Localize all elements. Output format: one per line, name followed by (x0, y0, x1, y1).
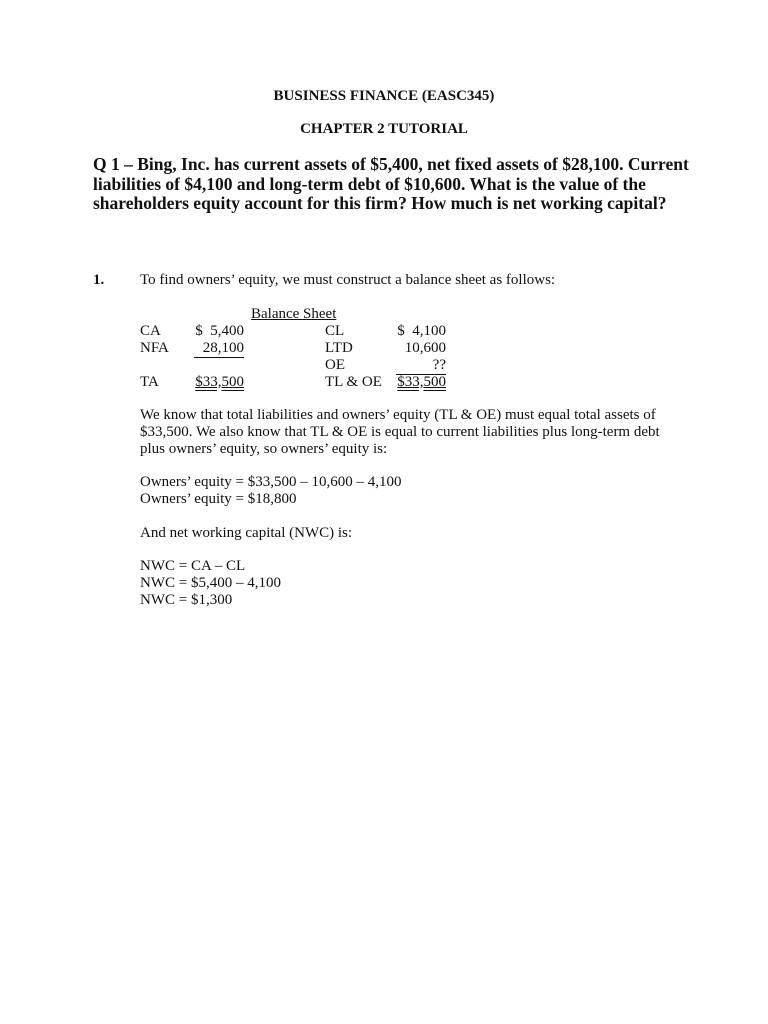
nwc-line-3: NWC = $1,300 (140, 592, 233, 608)
bs-row-3-right-value-wrap (392, 357, 446, 375)
bs-row-2-right-value: 10,600 (404, 340, 446, 356)
question-text: Q 1 – Bing, Inc. has current assets of $5,400, net fixed assets of $28,100. Current liabilities of $4,100 and long-term debt of $10,600. What is the value of the shareholders equity account for this firm? How much is net working capital? (93, 154, 689, 213)
bs-row-2-left-label: NFA (140, 340, 169, 356)
balance-sheet-title: Balance Sheet (251, 306, 337, 322)
nwc-intro: And net working capital (NWC) is: (140, 525, 353, 541)
answer-number: 1. (93, 272, 105, 288)
bs-row-4-left-label: TA (140, 374, 159, 390)
bs-row-1-left-value: $ 5,400 (195, 323, 244, 339)
bs-row-3-right-value: ?? (396, 357, 446, 375)
nwc-line-2: NWC = $5,400 – 4,100 (140, 575, 281, 591)
nwc-line-1: NWC = CA – CL (140, 558, 246, 574)
bs-row-2-right-label: LTD (325, 340, 353, 356)
bs-row-1-right-value: $ 4,100 (397, 323, 446, 339)
chapter-title: CHAPTER 2 TUTORIAL (300, 121, 468, 137)
owners-equity-line-1: Owners’ equity = $33,500 – 10,600 – 4,100 (140, 474, 402, 490)
bs-row-1-left-label: CA (140, 323, 161, 339)
explanation-paragraph: We know that total liabilities and owners’ equity (TL & OE) must equal total assets of $33,500. We also know that TL & OE is equal to current liabilities plus long-term debt plus owners’ equity, so owners’ equity is: (140, 407, 660, 457)
course-title: BUSINESS FINANCE (EASC345) (273, 88, 495, 104)
bs-row-2-left-value-wrap (190, 340, 244, 358)
bs-row-2-left-value: 28,100 (194, 340, 244, 358)
bs-row-1-right-label: CL (325, 323, 345, 339)
bs-row-4-right-value: $33,500 (397, 374, 446, 390)
answer-intro: To find owners’ equity, we must construct a balance sheet as follows: (140, 272, 556, 288)
bs-row-3-right-label: OE (325, 357, 345, 373)
bs-row-4-right-label: TL & OE (325, 374, 382, 390)
owners-equity-line-2: Owners’ equity = $18,800 (140, 491, 297, 507)
bs-row-4-left-value: $33,500 (195, 374, 244, 390)
